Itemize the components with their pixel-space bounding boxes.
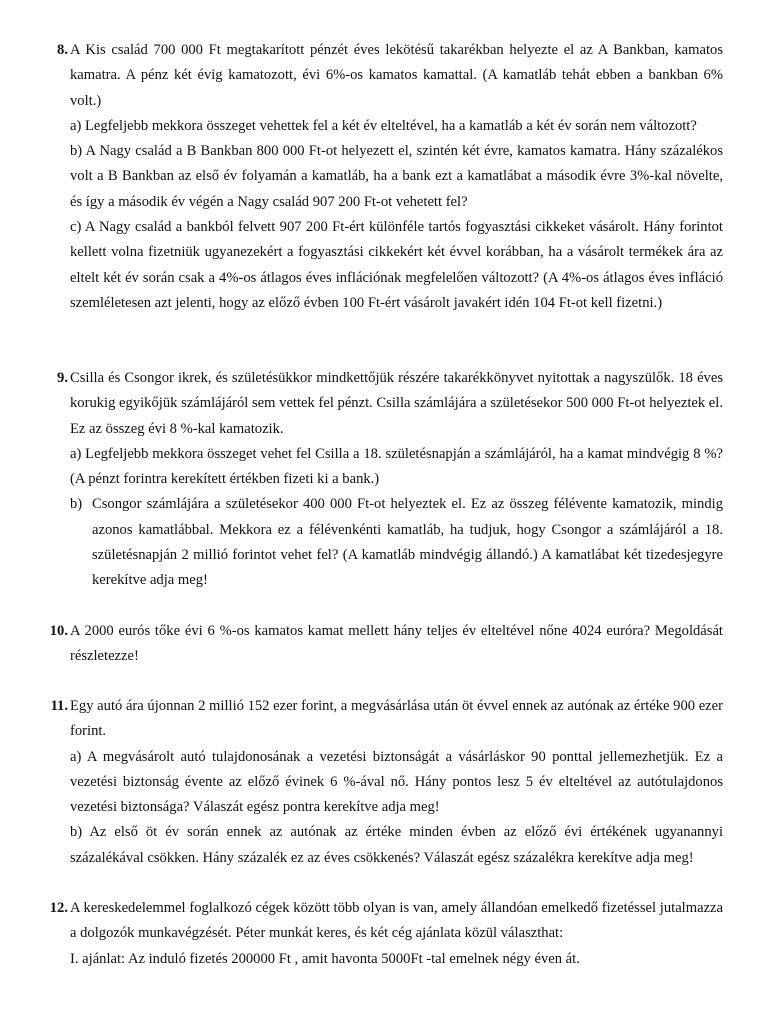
subquestion-b: b) A Nagy család a B Bankban 800 000 Ft-ot helyezett el, szintén két évre, kamatos kamatra. Hány százalékos volt a B Bankban az első év folyamán a kamatláb, ha a bank ezt a kamatlábat a második évre 3%-kal növelte, és így a második év végén a Nagy család 907 200 Ft-ot vehetett fel?	[70, 143, 723, 210]
subquestion-text: Csongor számlájára a születésekor 400 000 Ft-ot helyeztek el. Ez az összeg félévente kamatozik, mindig azonos kamatlábbal. Mekkora ez a félévenkénti kamatláb, ha tudjuk, hogy Csongor a számlájáról a 18. születésnapján 2 millió forintot vehet fel? (A kamatláb mindvégig állandó.) A kamatlábat két tizedesjegyre kerekítve adja meg!	[92, 496, 723, 589]
problem-number: 8.	[57, 42, 68, 58]
subquestion-a: a) A megvásárolt autó tulajdonosának a vezetési biztonságát a vásárláskor 90 ponttal jellemezhetjük. Ez a vezetési biztonság évente az előző évinek 6 %-ával nő. Hány pontos lesz 5 év elteltével az autótulajdonos vezetési biztonsága? Válaszát egész pontra kerekítve adja meg!	[70, 748, 723, 816]
subquestion-b	[70, 492, 723, 593]
problem-number: 11.	[50, 698, 68, 714]
subquestion-b: b) Az első öt év során ennek az autónak az értéke minden évben az előző évi értékének ugyanannyi százalékával csökken. Hány százalék ez az éves csökkenés? Válaszát egész százalékra kerekítve adja meg!	[70, 824, 723, 866]
problem-text: Csilla és Csongor ikrek, és születésükkor mindkettőjük részére takarékkönyvet nyitottak a nagyszülők. 18 éves korukig egyikőjük számlájáról sem vettek fel pénzt. Csilla számlájára a születésekor 500 000 Ft-ot helyeztek el. Ez az összeg évi 8 %-kal kamatozik.	[70, 370, 723, 437]
subquestion-a: a) Legfeljebb mekkora összeget vehettek fel a két év elteltével, ha a kamatláb a két év során nem változott?	[70, 117, 697, 134]
problem-12	[0, 896, 768, 972]
subquestion-c: c) A Nagy család a bankból felvett 907 200 Ft-ért különféle tartós fogyasztási cikkeket vásárolt. Hány forintot kellett volna fizetniük ugyanezekért a fogyasztási cikkekért két évvel korábban, ha a vásárolt termékek ára az eltelt két év során csak a 4%-os átlagos éves inflációnak megfelelően változott? (A 4%-os átlagos éves infláció szemléletesen azt jelenti, hogy az előző évben 100 Ft-ért vásárolt javakért idén 104 Ft-ot kell fizetni.)	[70, 219, 723, 311]
problem-number: 12.	[49, 900, 68, 916]
problem-10	[0, 619, 768, 670]
offer-1: I. ajánlat: Az induló fizetés 200000 Ft , amit havonta 5000Ft -tal emelnek négy éven át.	[70, 950, 580, 967]
problem-text: A kereskedelemmel foglalkozó cégek között több olyan is van, amely állandóan emelkedő fizetéssel jutalmazza a dolgozók munkavégzését. Péter munkát keres, és két cég ajánlata közül választhat:	[70, 900, 723, 942]
problem-number: 9.	[57, 370, 68, 386]
problem-number: 10.	[49, 623, 68, 639]
problem-text: A Kis család 700 000 Ft megtakarított pénzét éves lekötésű takarékban helyezte el az A Bankban, kamatos kamatra. A pénz két évig kamatozott, évi 6%-os kamatos kamattal. (A kamatláb tehát ebben a bankban 6% volt.)	[70, 42, 723, 109]
subquestion-a: a) Legfeljebb mekkora összeget vehet fel Csilla a 18. születésnapján a számlájáról, ha a kamat mindvégig 8 %? (A pénzt forintra kerekített értékben fizeti ki a bank.)	[70, 445, 723, 488]
problem-9	[0, 366, 768, 594]
subquestion-label: b)	[70, 496, 83, 513]
problem-8	[0, 38, 768, 316]
problem-11	[0, 694, 768, 871]
problem-text: Egy autó ára újonnan 2 millió 152 ezer forint, a megvásárlása után öt évvel ennek az autónak az értéke 900 ezer forint.	[70, 698, 723, 740]
problem-text: A 2000 eurós tőke évi 6 %-os kamatos kamat mellett hány teljes év elteltével nőne 4024 euróra? Megoldását részletezze!	[70, 623, 723, 665]
